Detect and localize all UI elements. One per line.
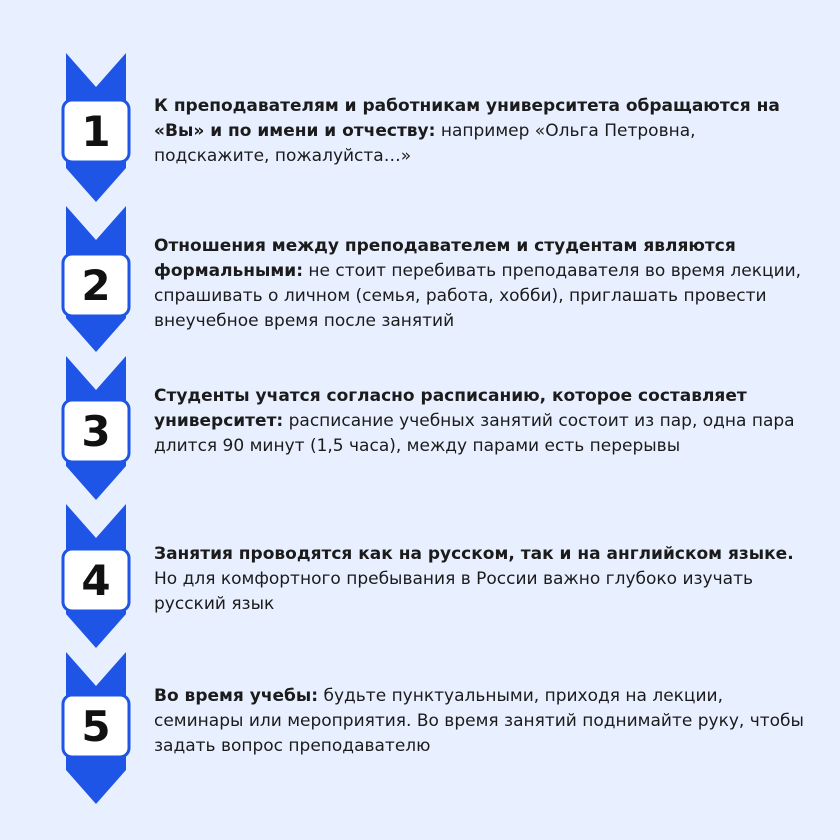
step-text-4	[154, 542, 804, 617]
step-body-1: например «Ольга Петровна, подскажите, пожалуйста…»	[154, 121, 696, 166]
step-text-3	[154, 384, 804, 459]
step-badge-5	[63, 695, 129, 757]
step-text-2	[154, 234, 804, 334]
step-heading-3: Студенты учатся согласно расписанию, которое составляет университет:	[154, 386, 747, 431]
step-body-5: будьте пунктуальными, приходя на лекции, семинары или мероприятия. Во время занятий поднимайте руку, чтобы задать вопрос преподавателю	[154, 686, 804, 756]
step-text-5	[154, 684, 804, 759]
step-number-5: 5	[81, 702, 111, 751]
step-number-1: 1	[81, 107, 111, 156]
step-badge-3	[63, 400, 129, 462]
step-number-2: 2	[81, 261, 111, 310]
step-body-3: расписание учебных занятий состоит из пар, одна пара длится 90 минут (1,5 часа), между парами есть перерывы	[154, 411, 795, 456]
step-body-4: Но для комфортного пребывания в России важно глубоко изучать русский язык	[154, 569, 754, 614]
step-badge-4	[63, 549, 129, 611]
step-text-1	[154, 94, 804, 169]
step-number-4: 4	[81, 556, 111, 605]
step-heading-4: Занятия проводятся как на русском, так и на английском языке.	[154, 544, 794, 564]
step-badge-1	[63, 100, 129, 162]
step-heading-2: Отношения между преподавателем и студентам являются формальными:	[154, 236, 736, 281]
step-number-3: 3	[81, 407, 111, 456]
step-heading-1: К преподавателям и работникам университета обращаются на «Вы» и по имени и отчеству:	[154, 96, 780, 141]
step-heading-5: Во время учебы:	[154, 686, 319, 706]
step-body-2: не стоит перебивать преподавателя во время лекции, спрашивать о личном (семья, работа, хобби), приглашать провести внеучебное время после занятий	[154, 261, 802, 331]
step-badge-2	[63, 254, 129, 316]
